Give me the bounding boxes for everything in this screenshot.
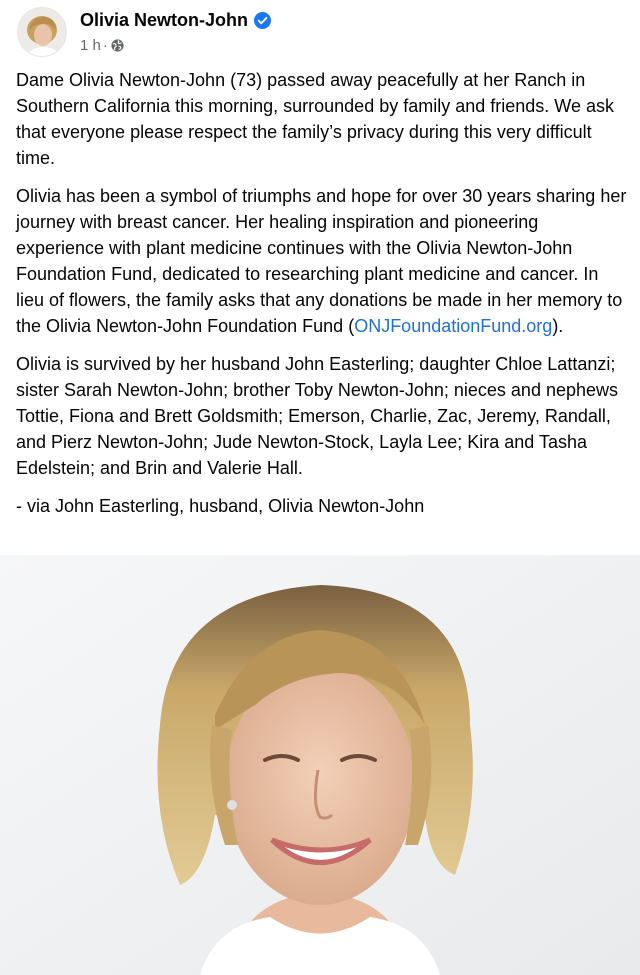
foundation-link[interactable]: ONJFoundationFund.org: [354, 316, 553, 336]
post-header: [0, 0, 640, 62]
post-paragraph: Olivia is survived by her husband John Easterling; daughter Chloe Lattanzi; sister Sarah Newton-John; brother Toby Newton-John; nieces and nephews Tottie, Fiona and Brett Goldsmith; Emerson, Charlie, Zac, Jeremy, Randall, and Pierz Newton-John; Jude Newton-Stock, Layla Lee; Kira and Tasha Edelstein; and Brin and Valerie Hall.: [16, 354, 619, 478]
avatar[interactable]: [17, 7, 67, 57]
post-paragraph: [16, 183, 628, 339]
post-paragraph: Dame Olivia Newton-John (73) passed away peacefully at her Ranch in Southern California this morning, surrounded by family and friends. We ask that everyone please respect the family’s privacy during this very difficult time.: [16, 70, 614, 168]
post-photo[interactable]: [0, 555, 640, 975]
globe-icon[interactable]: [111, 39, 124, 52]
post-meta: [80, 37, 124, 54]
post-paragraph: - via John Easterling, husband, Olivia Newton-John: [16, 496, 425, 516]
author-row: [80, 10, 271, 31]
post-text: [16, 67, 628, 531]
paragraph-text: Olivia has been a symbol of triumphs and hope for over 30 years sharing her journey with breast cancer. Her healing inspiration and pioneering experience with plant medicine continues with the Olivia Newton-John Foundation Fund, dedicated to researching plant medicine and cancer. In lieu of flowers, the family asks that any donations be made in her memory to the Olivia Newton-John Foundation Fund (: [16, 186, 627, 336]
paragraph-text: ).: [552, 316, 564, 336]
post-time[interactable]: 1 h: [80, 37, 101, 54]
verified-badge-icon: [254, 12, 271, 29]
author-name[interactable]: Olivia Newton-John: [80, 10, 249, 30]
meta-separator: ·: [102, 37, 108, 54]
